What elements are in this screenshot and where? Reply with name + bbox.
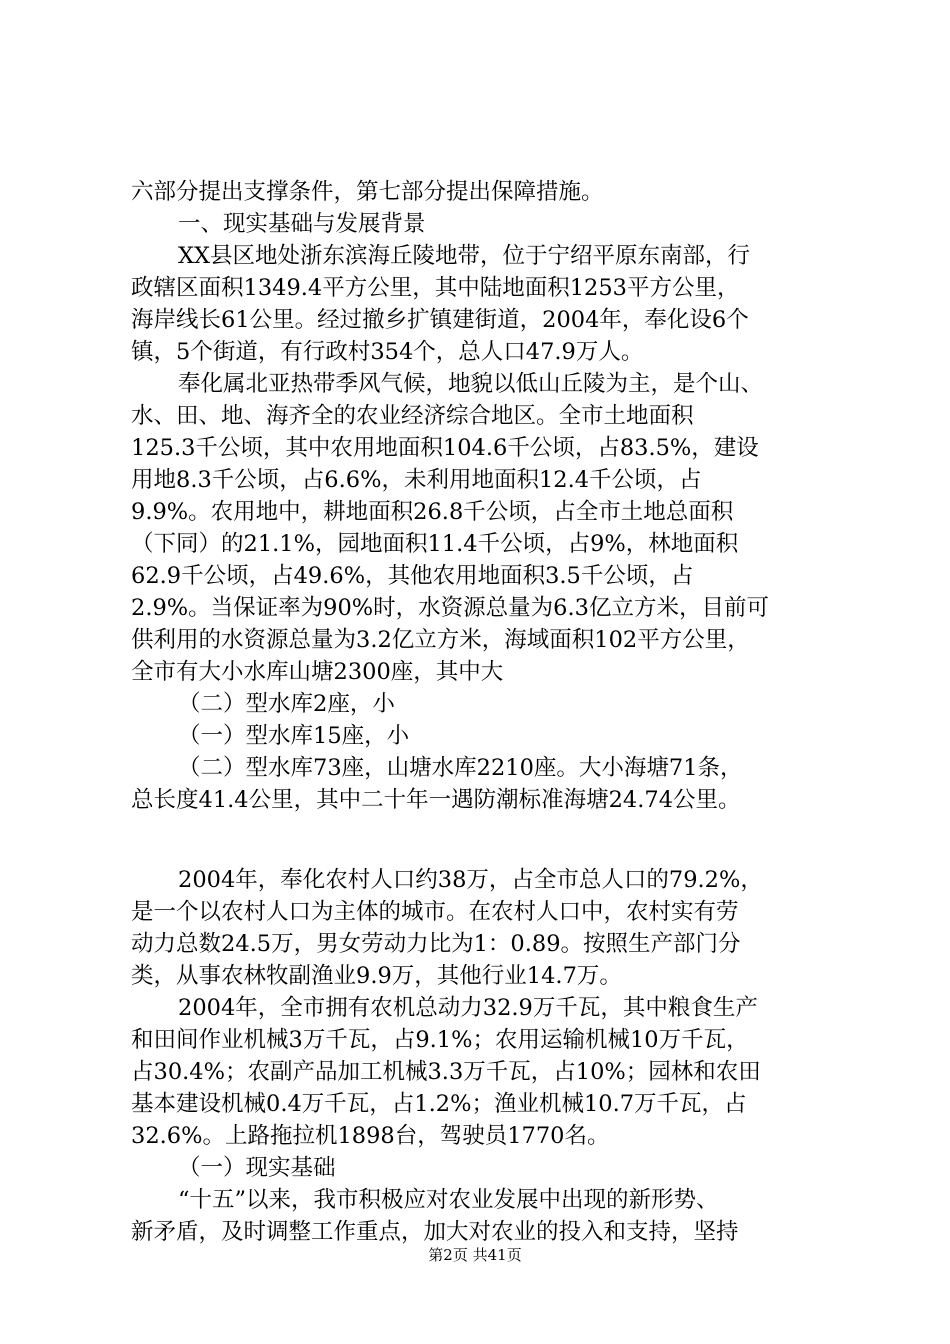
text-line: （二）型水库73座，山塘水库2210座。大小海塘71条，	[178, 755, 743, 781]
text-line: 供利用的水资源总量为3.2亿立方米，海域面积102平方公里，	[131, 627, 750, 653]
text-line: 125.3千公顷，其中农用地面积104.6千公顷，占83.5%，建设	[131, 435, 759, 461]
document-body	[131, 176, 831, 1248]
text-line: 和田间作业机械3万千瓦，占9.1%；农用运输机械10万千瓦，	[131, 1027, 749, 1053]
text-line: 32.6%。上路拖拉机1898台，驾驶员1770名。	[131, 1123, 610, 1149]
text-line: 2004年，全市拥有农机总动力32.9万千瓦，其中粮食生产	[178, 995, 758, 1021]
text-line: 用地8.3千公顷，占6.6%，未利用地面积12.4千公顷，占	[131, 467, 702, 493]
page-number-footer: 第2页 共41页	[428, 1246, 522, 1264]
text-line: （下同）的21.1%，园地面积11.4千公顷，占9%，林地面积	[131, 531, 739, 557]
text-line: （一）型水库15座，小	[178, 723, 410, 749]
text-line: 奉化属北亚热带季风气候，地貌以低山丘陵为主，是个山、	[178, 371, 764, 397]
text-line: 海岸线长61公里。经过撤乡扩镇建街道，2004年，奉化设6个	[131, 307, 749, 333]
text-line: 基本建设机械0.4万千瓦，占1.2%；渔业机械10.7万千瓦，占	[131, 1091, 747, 1117]
subsection-heading: （一）现实基础	[178, 1155, 336, 1181]
text-line: XX县区地处浙东滨海丘陵地带，位于宁绍平原东南部，行	[178, 243, 751, 269]
text-line: 是一个以农村人口为主体的城市。在农村人口中，农村实有劳	[131, 899, 739, 925]
section-heading: 一、现实基础与发展背景	[178, 211, 426, 237]
text-line: 动力总数24.5万，男女劳动力比为1：0.89。按照生产部门分	[131, 931, 741, 957]
text-line: 62.9千公顷，占49.6%，其他农用地面积3.5千公顷，占	[131, 563, 694, 589]
text-line: （二）型水库2座，小	[178, 691, 395, 717]
text-line: 全市有大小水库山塘2300座，其中大	[131, 659, 504, 685]
text-line: 六部分提出支撑条件，第七部分提出保障措施。	[131, 179, 604, 205]
text-line: “十五”以来，我市积极应对农业发展中出现的新形势、	[178, 1187, 719, 1213]
text-line: 新矛盾，及时调整工作重点，加大对农业的投入和支持，坚持	[131, 1219, 739, 1245]
text-line: 类，从事农林牧副渔业9.9万，其他行业14.7万。	[131, 963, 622, 989]
text-line: 2004年，奉化农村人口约38万，占全市总人口的79.2%，	[178, 867, 763, 893]
text-line: 总长度41.4公里，其中二十年一遇防潮标准海塘24.74公里。	[131, 787, 741, 813]
text-line: 政辖区面积1349.4平方公里，其中陆地面积1253平方公里，	[131, 275, 740, 301]
paragraph-gap	[131, 816, 831, 864]
text-line: 2.9%。当保证率为90%时，水资源总量为6.3亿立方米，目前可	[131, 595, 769, 621]
text-line: 镇，5个街道，有行政村354个，总人口47.9万人。	[131, 339, 644, 365]
text-line: 9.9%。农用地中，耕地面积26.8千公顷，占全市土地总面积	[131, 499, 734, 525]
text-line: 占30.4%；农副产品加工机械3.3万千瓦，占10%；园林和农田	[131, 1059, 761, 1085]
text-line: 水、田、地、海齐全的农业经济综合地区。全市土地面积	[131, 403, 694, 429]
